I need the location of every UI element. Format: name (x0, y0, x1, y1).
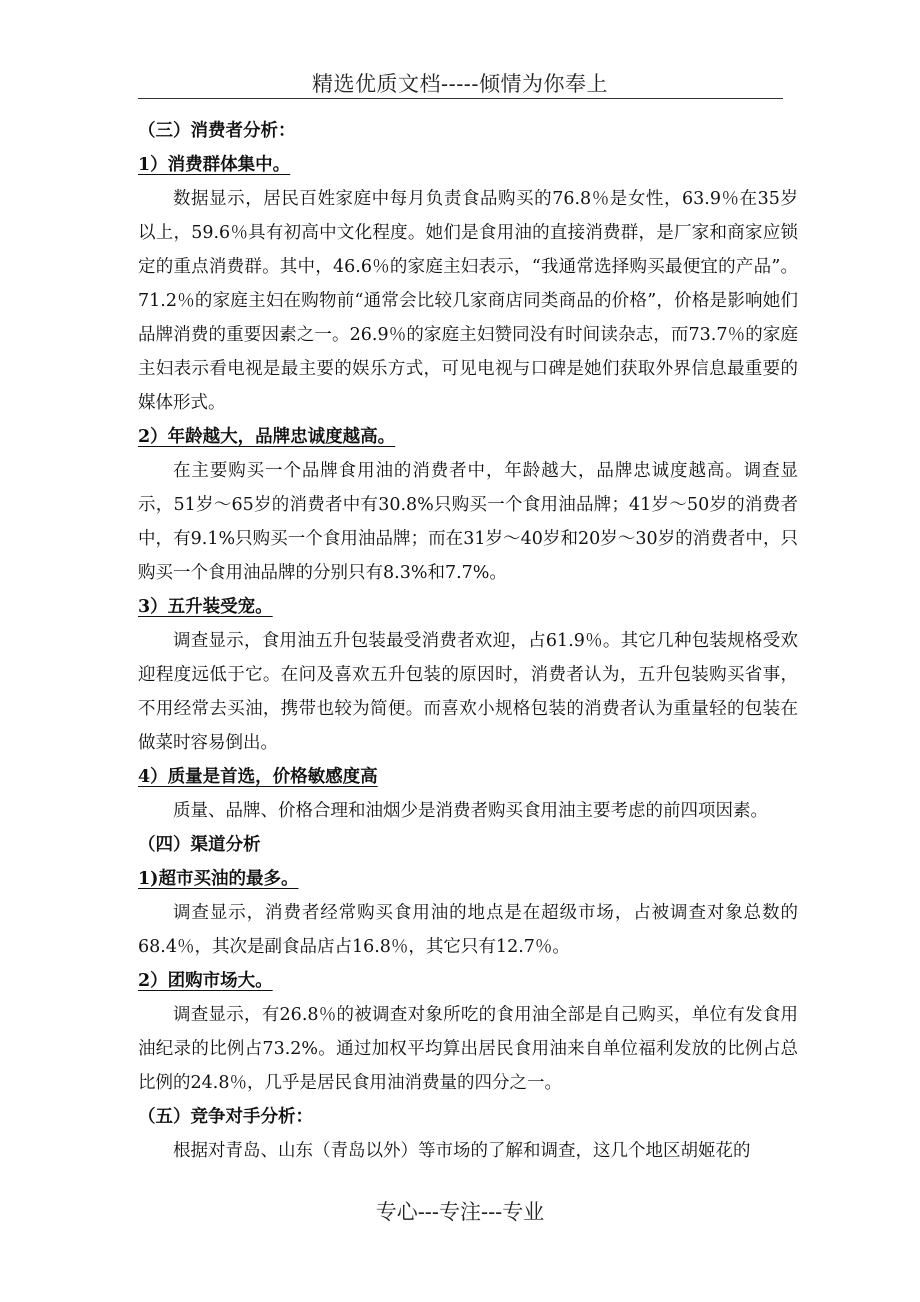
paragraph-supermarket: 调查显示，消费者经常购买食用油的地点是在超级市场，占被调查对象总数的68.4％，其次是副食品店占16.8％，其它只有12.7％。 (138, 903, 798, 957)
paragraph-quality-price: 质量、品牌、价格合理和油烟少是消费者购买食用油主要考虑的前四项因素。 (173, 801, 768, 821)
page-header: 精选优质文档-----倾情为你奉上 (312, 72, 608, 96)
page-footer: 专心---专注---专业 (375, 1200, 545, 1224)
section-heading-consumer-analysis: （三）消费者分析： (138, 121, 296, 141)
document-body (138, 114, 798, 1168)
paragraph-group-purchase: 调查显示，有26.8％的被调查对象所吃的食用油全部是自己购买，单位有发食用油纪录的比例占73.2%。通过加权平均算出居民食用油来自单位福利发放的比例占总比例的24.8％，几乎是居民食用油消费量的四分之一。 (138, 1005, 798, 1093)
paragraph-consumer-concentration: 数据显示，居民百姓家庭中每月负责食品购买的76.8％是女性，63.9％在35岁以上，59.6％具有初高中文化程度。她们是食用油的直接消费群，是厂家和商家应锁定的重点消费群。其中，46.6％的家庭主妇表示，“我通常选择购买最便宜的产品”。71.2％的家庭主妇在购物前“通常会比较几家商店同类商品的价格”，价格是影响她们品牌消费的重要因素之一。26.9％的家庭主妇赞同没有时间读杂志，而73.7％的家庭主妇表示看电视是最主要的娱乐方式，可见电视与口碑是她们获取外界信息最重要的媒体形式。 (138, 189, 798, 413)
paragraph-age-loyalty: 在主要购买一个品牌食用油的消费者中，年龄越大，品牌忠诚度越高。调查显示，51岁～65岁的消费者中有30.8%只购买一个食用油品牌；41岁～50岁的消费者中，有9.1%只购买一个食用油品牌；而在31岁～40岁和20岁～30岁的消费者中，只购买一个食用油品牌的分别只有8.3%和7.7%。 (138, 461, 798, 583)
paragraph-competitor: 根据对青岛、山东（青岛以外）等市场的了解和调查，这几个地区胡姬花的 (173, 1141, 751, 1161)
section-heading-channel-analysis: （四）渠道分析 (138, 835, 261, 855)
section-heading-competitor-analysis: （五）竞争对手分析： (138, 1107, 313, 1127)
subheading-five-liter: 3）五升装受宠。 (138, 597, 273, 617)
paragraph-five-liter: 调查显示，食用油五升包装最受消费者欢迎，占61.9％。其它几种包装规格受欢迎程度远低于它。在问及喜欢五升包装的原因时，消费者认为，五升包装购买省事，不用经常去买油，携带也较为简便。而喜欢小规格包装的消费者认为重量轻的包装在做菜时容易倒出。 (138, 631, 798, 753)
header-divider (138, 98, 783, 99)
subheading-consumer-concentration: 1）消费群体集中。 (138, 155, 291, 175)
subheading-age-loyalty: 2）年龄越大，品牌忠诚度越高。 (138, 427, 396, 447)
subheading-supermarket: 1)超市买油的最多。 (138, 869, 299, 889)
subheading-group-purchase: 2）团购市场大。 (138, 971, 273, 991)
subheading-quality-price: 4）质量是首选，价格敏感度高 (138, 767, 378, 787)
